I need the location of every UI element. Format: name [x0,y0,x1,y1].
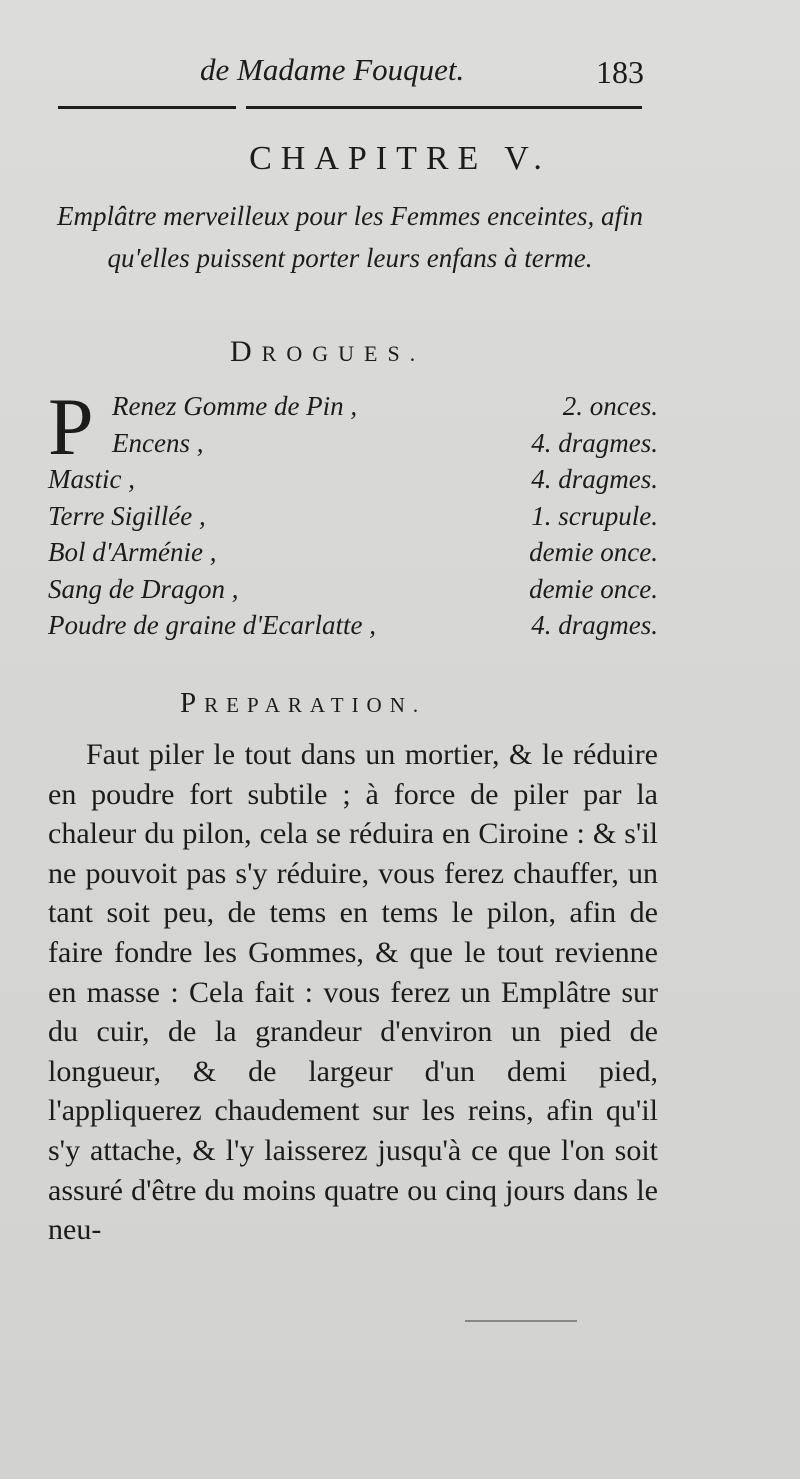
footer-mark [465,1320,577,1322]
drogues-heading [230,335,425,369]
preparation-heading-initial: P [180,687,205,719]
ingredient-quantity: demie once. [529,537,658,567]
ingredient-quantity: 4. dragmes. [531,610,658,640]
ingredient-name: Sang de Dragon , [48,573,239,604]
ingredient-quantity: 2. onces. [562,391,658,421]
ingredient-name: Terre Sigillée , [48,500,206,531]
ingredient-quantity: demie once. [529,573,658,604]
preparation-heading-rest: REPARATION. [204,693,427,717]
ingredient-name: Poudre de graine d'Ecarlatte , [48,610,376,640]
preparation-heading [180,687,426,720]
drogues-heading-initial: D [230,335,262,368]
ingredient-row [48,498,658,535]
ingredient-name: Encens , [112,427,204,458]
ingredient-row [48,571,658,608]
ingredient-row [48,425,658,462]
ingredient-name: Renez Gomme de Pin , [112,391,358,421]
header-rule-left [58,106,236,109]
chapter-title: CHAPITRE V. [249,140,551,177]
ingredient-row [48,534,658,571]
ingredient-row [48,388,658,425]
running-head [0,52,800,92]
ingredient-name: Bol d'Arménie , [48,537,217,567]
ingredient-quantity: 4. dragmes. [531,464,658,494]
running-title: de Madame Fouquet. [200,52,465,87]
ingredient-list [48,381,658,644]
ingredient-quantity: 4. dragmes. [531,427,658,458]
drogues-heading-rest: ROGUES. [261,341,426,366]
ingredient-name: Mastic , [48,464,135,494]
ingredient-row [48,607,658,644]
page-number: 183 [596,54,644,90]
ingredient-quantity: 1. scrupule. [531,500,658,531]
header-rule-right [246,106,642,109]
chapter-subtitle: Emplâtre merveilleux pour les Femmes enceintes, afin qu'elles puissent porter leurs enfans à terme. [56,201,644,273]
preparation-text: Faut piler le tout dans un mortier, & le réduire en poudre fort subtile ; à force de piler par la chaleur du pilon, cela se réduira en Ciroine : & s'il ne pouvoit pas s'y réduire, vous ferez chauffer, un tant soit peu, de tems en tems le pilon, afin de faire fondre les Gommes, & que le tout revienne en masse : Cela fait : vous ferez un Emplâtre sur du cuir, de la grandeur d'environ un pied de longueur, & de largeur d'un demi pied, l'appliquerez chaudement sur les reins, afin qu'il s'y attache, & l'y laisserez jusqu'à ce que l'on soit assuré d'être du moins quatre ou cinq jours dans le neu- [48,738,658,1247]
ingredient-row [48,461,658,498]
drop-cap: P [48,381,94,472]
